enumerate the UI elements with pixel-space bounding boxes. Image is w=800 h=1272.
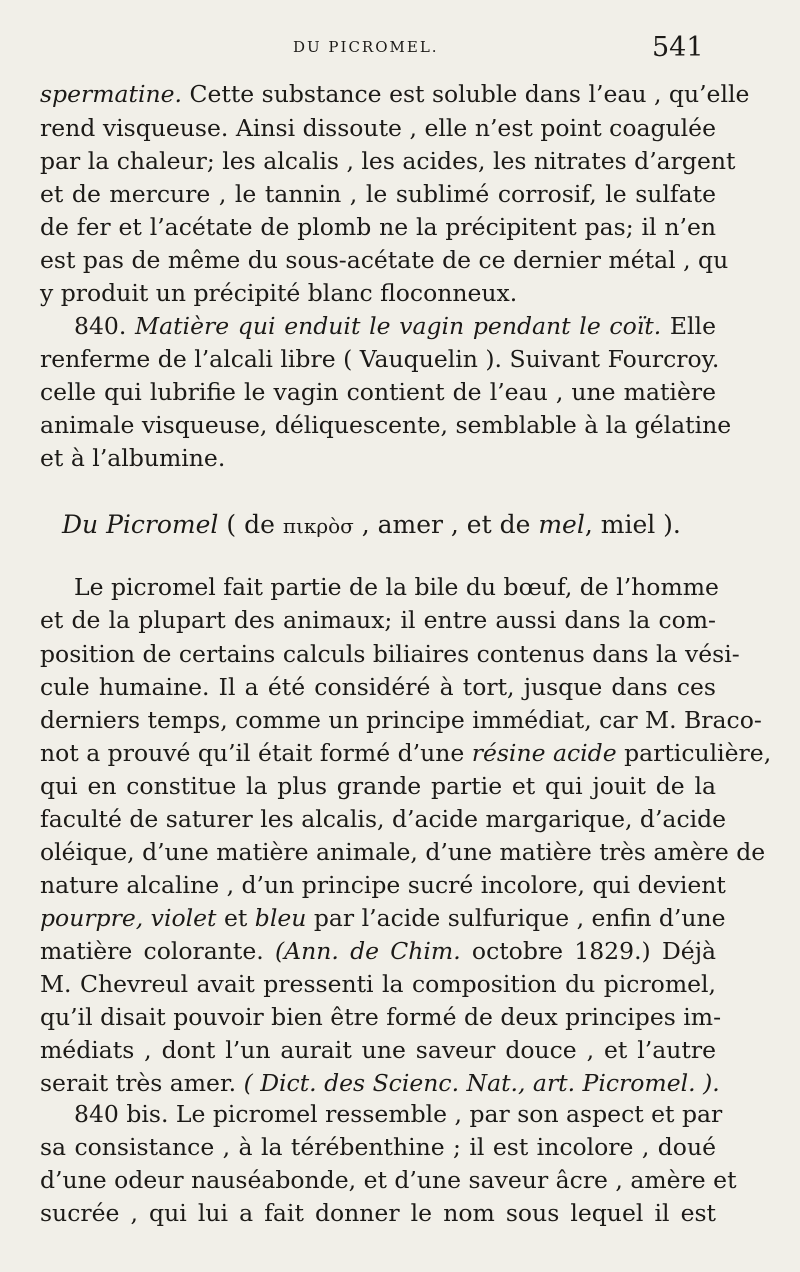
text-line: celle qui lubrifie le vagin contient de l’eau , une matière	[40, 378, 716, 406]
text-line: position de certains calculs biliaires contenus dans la vési-	[40, 640, 740, 668]
text-line: renferme de l’alcali libre ( Vauquelin ). Suivant Fourcroy.	[40, 345, 720, 373]
text-line: de fer et l’acétate de plomb ne la précipitent pas; il n’en	[40, 213, 716, 241]
text-line: y produit un précipité blanc floconneux.	[40, 279, 518, 307]
section-heading: Du Picromel ( de πικρὸσ , amer , et de mel, miel ).	[62, 510, 681, 539]
text-line: d’une odeur nauséabonde, et d’une saveur âcre , amère et	[40, 1166, 737, 1194]
text-line: animale visqueuse, déliquescente, semblable à la gélatine	[40, 411, 732, 439]
text-line: serait très amer. ( Dict. des Scienc. Nat., art. Picromel. ).	[40, 1069, 720, 1097]
text-line: qui en constitue la plus grande partie et qui jouit de la	[40, 772, 716, 800]
text-line: cule humaine. Il a été considéré à tort, jusque dans ces	[40, 673, 716, 701]
text-line: not a prouvé qu’il était formé d’une résine acide particulière,	[40, 739, 772, 767]
text-line: et à l’albumine.	[40, 444, 226, 472]
running-head-title: DU PICROMEL.	[293, 38, 439, 56]
text-line: rend visqueuse. Ainsi dissoute , elle n’est point coagulée	[40, 114, 716, 142]
text-line: et de mercure , le tannin , le sublimé corrosif, le sulfate	[40, 180, 716, 208]
text-line: faculté de saturer les alcalis, d’acide margarique, d’acide	[40, 805, 727, 833]
text-line: spermatine. Cette substance est soluble dans l’eau , qu’elle	[40, 80, 750, 108]
text-line: et de la plupart des animaux; il entre aussi dans la com-	[40, 606, 716, 634]
text-line: sucrée , qui lui a fait donner le nom sous lequel il est	[40, 1199, 716, 1227]
text-line: oléique, d’une matière animale, d’une matière très amère de	[40, 838, 766, 866]
text-line: 840 bis. Le picromel ressemble , par son aspect et par	[74, 1100, 723, 1128]
text-line: par la chaleur; les alcalis , les acides, les nitrates d’argent	[40, 147, 736, 175]
paragraph-title: Matière qui enduit le vagin pendant le coït.	[135, 312, 662, 340]
text-line: 840. Matière qui enduit le vagin pendant le coït. Elle	[74, 312, 716, 340]
text-line: Le picromel fait partie de la bile du bœuf, de l’homme	[74, 573, 719, 601]
text-line: derniers temps, comme un principe immédiat, car M. Braco-	[40, 706, 762, 734]
page-number: 541	[652, 32, 704, 63]
text-line: sa consistance , à la térébenthine ; il est incolore , doué	[40, 1133, 716, 1161]
text-line: nature alcaline , d’un principe sucré incolore, qui devient	[40, 871, 726, 899]
running-head	[0, 34, 800, 64]
text-line: médiats , dont l’un aurait une saveur douce , et l’autre	[40, 1036, 716, 1064]
paragraph-number: 840.	[74, 312, 127, 340]
text-line: est pas de même du sous-acétate de ce dernier métal , qu	[40, 246, 729, 274]
text-line: M. Chevreul avait pressenti la composition du picromel,	[40, 970, 716, 998]
text-line: pourpre, violet et bleu par l’acide sulfurique , enfin d’une	[40, 904, 726, 932]
text-line: qu’il disait pouvoir bien être formé de deux principes im-	[40, 1003, 722, 1031]
text-line: matière colorante. (Ann. de Chim. octobre 1829.) Déjà	[40, 937, 716, 965]
paragraph-number: 840 bis.	[74, 1100, 169, 1128]
